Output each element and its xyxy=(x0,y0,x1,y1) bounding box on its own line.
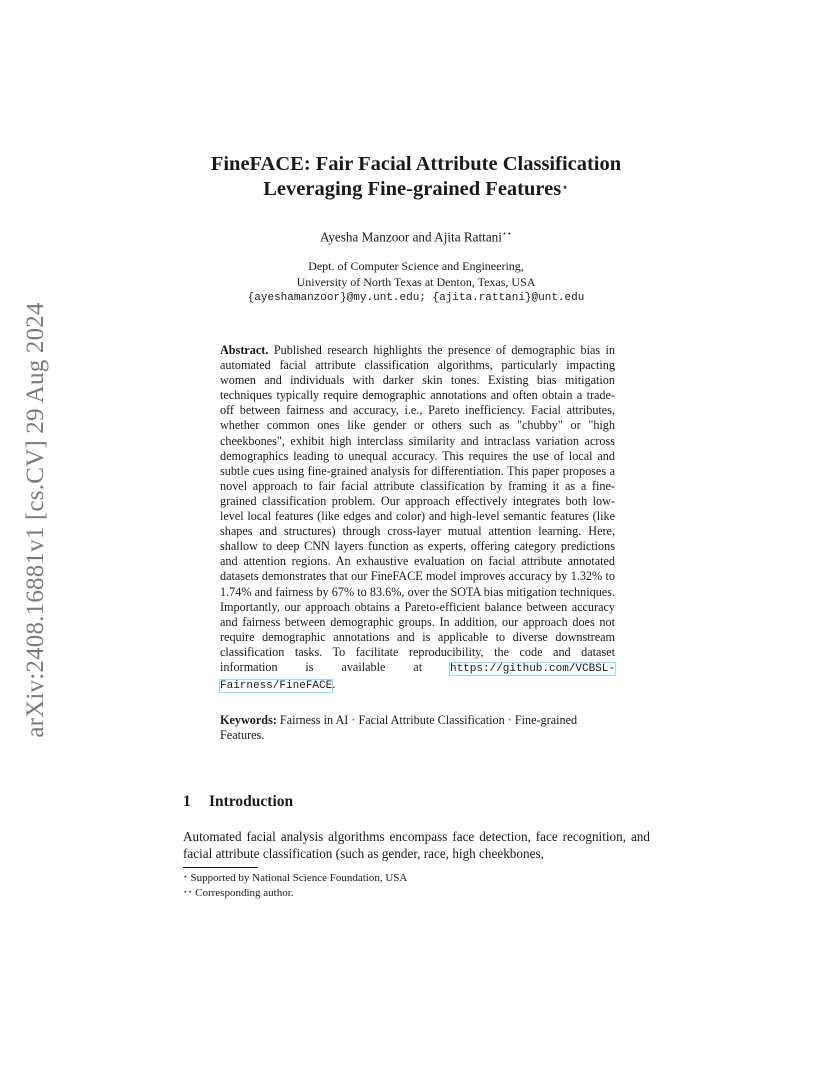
footnote-mark: ⋆⋆ xyxy=(183,886,193,896)
footnote-corresponding xyxy=(183,886,650,901)
author-list xyxy=(150,229,682,245)
footnote-divider xyxy=(183,867,258,868)
footnote-text: Supported by National Science Foundation, USA xyxy=(190,872,408,884)
footnotes xyxy=(183,871,650,900)
affiliation xyxy=(150,258,682,307)
affiliation-university: University of North Texas at Denton, Texas, USA xyxy=(296,275,536,290)
author-footnote-mark: ⋆⋆ xyxy=(501,229,512,238)
section-number: 1 xyxy=(183,793,191,810)
footnote-text: Corresponding author. xyxy=(195,886,294,899)
abstract-text: Published research highlights the presence of demographic bias in automated facial attribute classification algorithms, particularly impacting women and individuals with darker skin tones. Existing bias mitigation techniques typically require demographic annotations and often obtain a trade-off between fairness and accuracy, i.e., Pareto inefficiency. Facial attributes, whether common ones like gender or others such as "chubby" or "high cheekbones", exhibit high interclass similarity and intraclass variation across demographics leading to unequal accuracy. This requires the use of local and subtle cues using fine-grained analysis for differentiation. This paper proposes a novel approach to fair facial attribute classification by framing it as a fine-grained classification problem. Our approach effectively integrates both low-level local features (like edges and color) and high-level semantic features (like shapes and structures) through cross-layer mutual attention learning. Here, shallow to deep CNN layers function as experts, offering category predictions and attention regions. An exhaustive evaluation on facial attribute annotated datasets demonstrates that our FineFACE model improves accuracy by 1.32% to 1.74% and fairness by 67% to 83.6%, over the SOTA bias mitigation techniques. Importantly, our approach obtains a Pareto-efficient balance between accuracy and fairness between demographic groups. In addition, our approach does not require demographic annotations and is applicable to diverse downstream classification tasks. To facilitate reproducibility, the code and dataset information is available at xyxy=(220,343,616,674)
footnote-funding xyxy=(183,871,650,886)
title-footnote-mark: ⋆ xyxy=(561,180,569,194)
keywords xyxy=(220,713,615,743)
section-heading-introduction xyxy=(183,793,293,811)
section-title: Introduction xyxy=(209,793,294,810)
abstract xyxy=(220,343,615,694)
footnote-mark: ⋆ xyxy=(183,872,188,881)
introduction-paragraph: Automated facial analysis algorithms encompass face detection, face recognition, and facial attribute classification (such as gender, race, high cheekbones, xyxy=(183,829,650,861)
abstract-end: . xyxy=(332,677,336,692)
title-line-2 xyxy=(150,177,682,202)
arxiv-identifier: arXiv:2408.16881v1 [cs.CV] 29 Aug 2024 xyxy=(22,302,49,738)
abstract-label: Abstract. xyxy=(220,343,269,357)
code-repository-link[interactable]: https://github.com/VCBSL-Fairness/FineFACE xyxy=(220,662,616,693)
title-line-1: FineFACE: Fair Facial Attribute Classification xyxy=(210,153,622,175)
affiliation-emails: {ayeshamanzoor}@my.unt.edu; {ajita.rattani}@unt.edu xyxy=(247,292,585,305)
affiliation-dept: Dept. of Computer Science and Engineering, xyxy=(308,259,524,273)
title-line-2-text: Leveraging Fine-grained Features xyxy=(263,178,562,200)
keywords-text: Fairness in AI · Facial Attribute Classification · Fine-grained Features. xyxy=(220,713,578,743)
paper-title xyxy=(150,152,682,202)
keywords-label: Keywords: xyxy=(220,713,277,727)
author-names: Ayesha Manzoor and Ajita Rattani xyxy=(320,229,502,245)
